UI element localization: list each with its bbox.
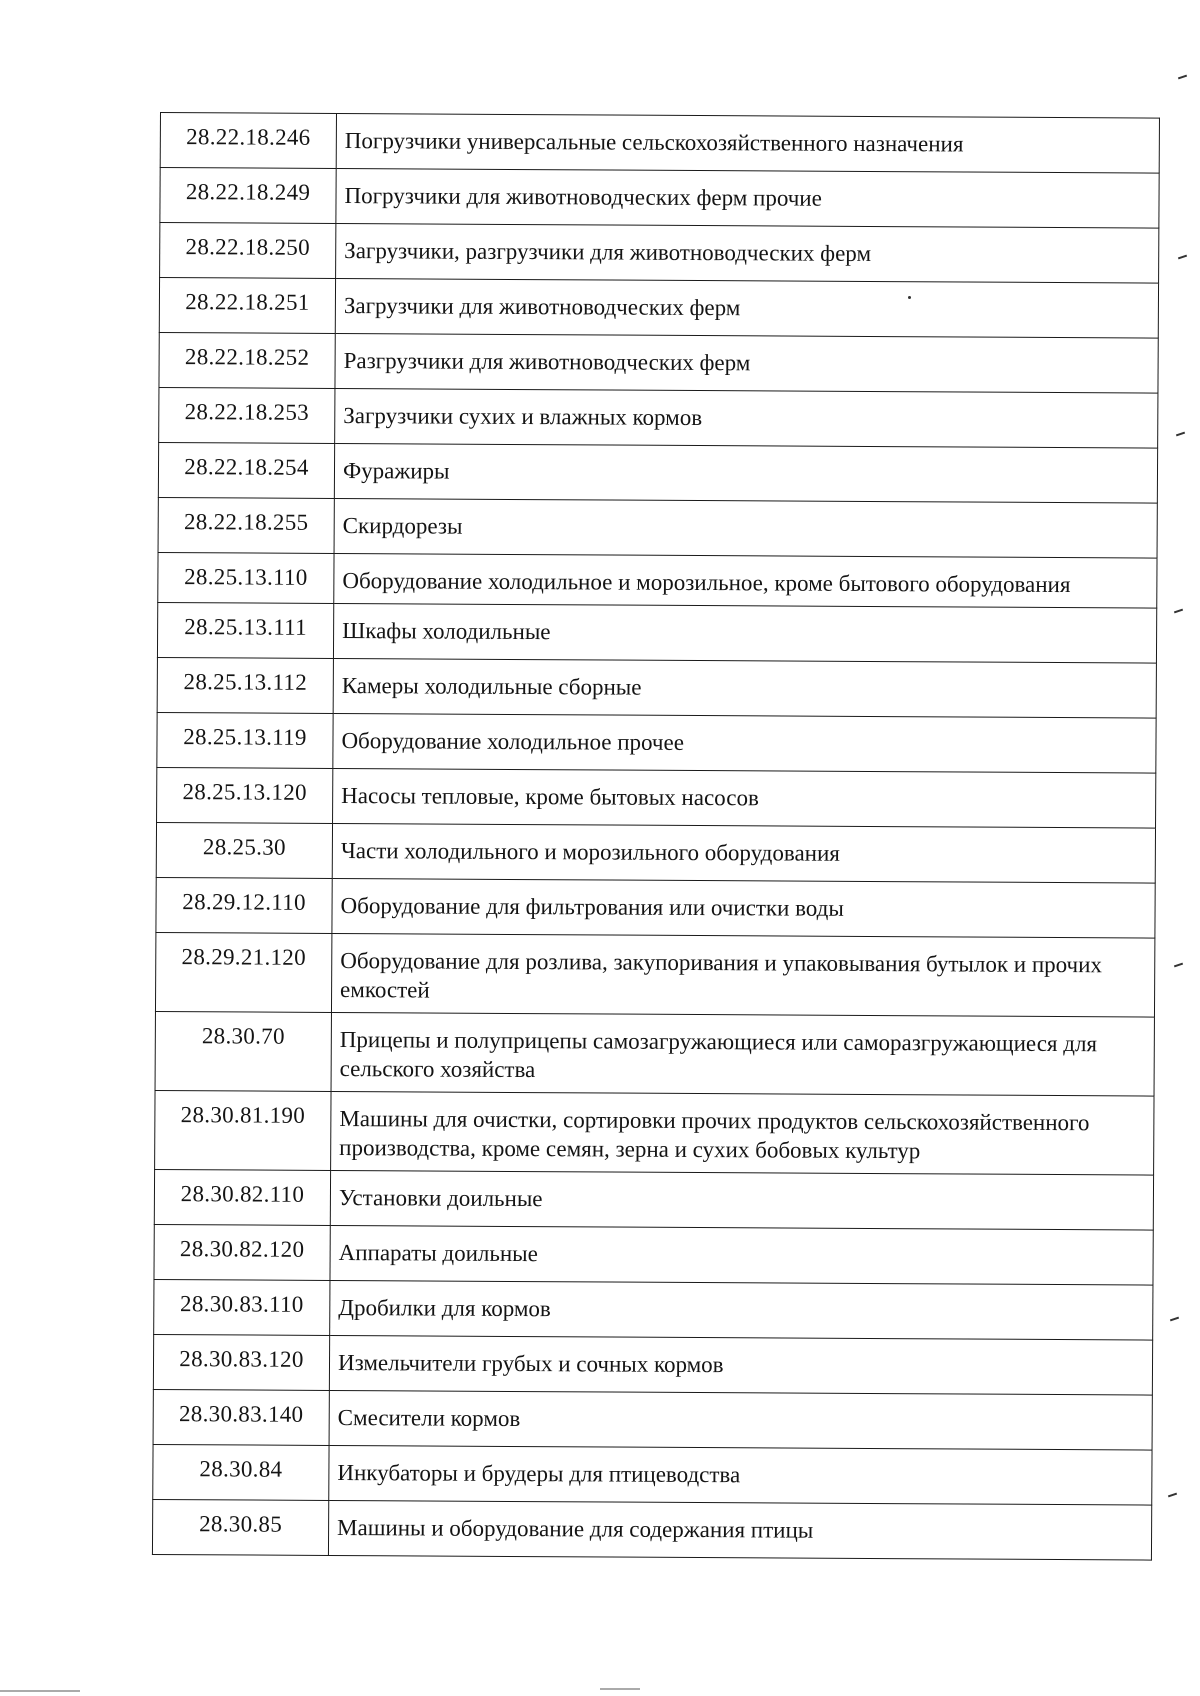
name-cell: Насосы тепловые, кроме бытовых насосов (333, 768, 1156, 828)
scan-mark (1174, 609, 1183, 614)
code-cell: 28.30.83.140 (153, 1389, 329, 1445)
table-row (153, 1389, 1152, 1450)
code-cell: 28.30.70 (155, 1011, 331, 1091)
name-cell: Части холодильного и морозильного оборудования (332, 823, 1155, 883)
table-row (156, 822, 1155, 883)
name-cell: Шкафы холодильные (333, 603, 1156, 663)
code-cell: 28.30.85 (152, 1499, 328, 1555)
code-cell: 28.29.21.120 (155, 932, 331, 1012)
name-cell: Инкубаторы и брудеры для птицеводства (329, 1445, 1152, 1505)
scan-mark (1178, 255, 1187, 260)
name-cell: Загрузчики сухих и влажных кормов (335, 388, 1158, 448)
table-row (155, 1090, 1154, 1175)
name-cell: Измельчители грубых и сочных кормов (329, 1335, 1152, 1395)
classifier-table (152, 112, 1160, 1561)
table-row (159, 387, 1158, 448)
table-row (154, 1224, 1153, 1285)
code-cell: 28.30.83.110 (154, 1279, 330, 1335)
name-cell: Разгрузчики для животноводческих ферм (335, 333, 1158, 393)
name-cell: Смесители кормов (329, 1390, 1152, 1450)
name-cell: Камеры холодильные сборные (333, 658, 1156, 718)
table-row (158, 442, 1157, 503)
scan-smudge (0, 1690, 80, 1692)
name-cell: Погрузчики универсальные сельскохозяйственного назначения (336, 113, 1159, 173)
name-cell: Машины для очистки, сортировки прочих продуктов сельскохозяйственного производства, кроме семян, зерна и сухих бобовых культур (331, 1091, 1154, 1175)
code-cell: 28.30.81.190 (155, 1090, 331, 1170)
name-cell: Скирдорезы (334, 498, 1157, 558)
table-row (155, 1011, 1154, 1096)
scan-smudge (600, 1688, 640, 1690)
code-cell: 28.30.82.120 (154, 1224, 330, 1280)
name-cell: Оборудование для розлива, закупоривания и упаковывания бутылок и прочих емкостей (331, 933, 1154, 1017)
table-row (154, 1279, 1153, 1340)
name-cell: Аппараты доильные (330, 1225, 1153, 1285)
code-cell: 28.22.18.246 (160, 113, 336, 169)
code-cell: 28.25.30 (156, 822, 332, 878)
scan-mark (1178, 75, 1187, 80)
code-cell: 28.29.12.110 (156, 877, 332, 933)
name-cell: Установки доильные (330, 1170, 1153, 1230)
table-row (153, 1334, 1152, 1395)
table-row (158, 497, 1157, 558)
code-cell: 28.30.83.120 (153, 1334, 329, 1390)
code-cell: 28.25.13.112 (157, 657, 333, 713)
scan-mark (1176, 432, 1185, 437)
name-cell: Загрузчики для животноводческих ферм (335, 278, 1158, 338)
name-cell: Оборудование для фильтрования или очистки воды (332, 878, 1155, 938)
table-row (159, 278, 1158, 339)
name-cell: Оборудование холодильное прочее (333, 713, 1156, 773)
code-cell: 28.22.18.254 (158, 442, 334, 498)
code-cell: 28.25.13.119 (157, 712, 333, 768)
code-cell: 28.25.13.120 (157, 767, 333, 823)
scan-dot (908, 296, 911, 299)
name-cell: Загрузчики, разгрузчики для животноводческих ферм (336, 223, 1159, 283)
scan-mark (1174, 963, 1183, 968)
name-cell: Фуражиры (334, 443, 1157, 503)
name-cell: Погрузчики для животноводческих ферм прочие (336, 168, 1159, 228)
code-cell: 28.22.18.251 (159, 278, 335, 334)
code-cell: 28.30.82.110 (154, 1169, 330, 1225)
code-cell: 28.25.13.110 (158, 552, 334, 603)
code-cell: 28.30.84 (153, 1444, 329, 1500)
table-row (158, 552, 1157, 608)
code-cell: 28.22.18.250 (160, 223, 336, 279)
table-row (157, 712, 1156, 773)
table-row (152, 1499, 1151, 1560)
name-cell: Оборудование холодильное и морозильное, кроме бытового оборудования (334, 553, 1157, 608)
name-cell: Машины и оборудование для содержания птицы (328, 1500, 1151, 1560)
scan-mark (1168, 1493, 1177, 1498)
table-row (160, 168, 1159, 229)
table-row (153, 1444, 1152, 1505)
table-row (157, 767, 1156, 828)
name-cell: Дробилки для кормов (330, 1280, 1153, 1340)
scan-mark (1170, 1317, 1179, 1322)
classifier-table-body (152, 113, 1159, 1561)
table-row (156, 877, 1155, 938)
table-row (160, 113, 1159, 174)
code-cell: 28.22.18.252 (159, 332, 335, 388)
table-row (160, 223, 1159, 284)
table-row (155, 932, 1154, 1017)
table-row (159, 332, 1158, 393)
table-row (157, 602, 1156, 663)
code-cell: 28.22.18.255 (158, 497, 334, 553)
name-cell: Прицепы и полуприцепы самозагружающиеся или саморазгружающиеся для сельского хозяйства (331, 1012, 1154, 1096)
table-row (154, 1169, 1153, 1230)
code-cell: 28.22.18.253 (159, 387, 335, 443)
code-cell: 28.22.18.249 (160, 168, 336, 224)
table-row (157, 657, 1156, 718)
code-cell: 28.25.13.111 (157, 602, 333, 658)
